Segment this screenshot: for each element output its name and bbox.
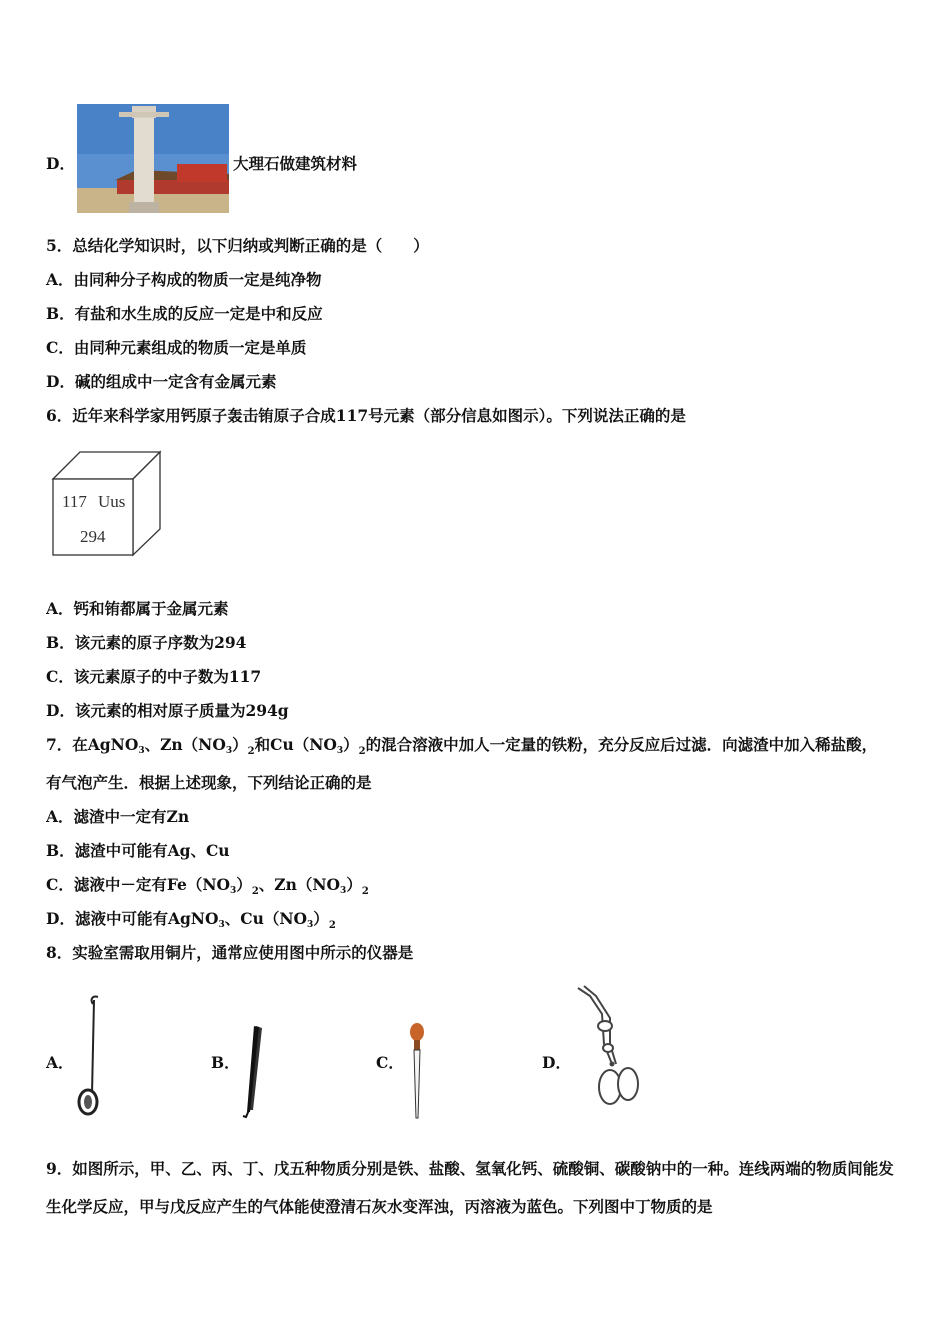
q8-option-d-label: D．	[542, 1053, 571, 1072]
q6-option-b: B．该元素的原子序数为294	[46, 633, 247, 652]
q4-option-d-label: D．	[46, 154, 75, 173]
q8-option-b-label: B．	[211, 1053, 240, 1072]
element-atomic-number: 117	[62, 492, 87, 511]
q6-option-a: A．钙和铕都属于金属元素	[46, 599, 229, 618]
q5-option-d: D．碱的组成中一定含有金属元素	[46, 372, 277, 391]
marble-pillar-image	[77, 104, 229, 213]
question-6-stem: 6．近年来科学家用钙原子轰击铕原子合成117号元素（部分信息如图示）。下列说法正确的是	[46, 406, 686, 425]
q5-option-b: B．有盐和水生成的反应一定是中和反应	[46, 304, 323, 323]
question-7-stem: 7．在AgNO$_3$、$Zn(NO_3)_2$和$Cu(NO_3)_2$的混合溶液中加人一定量的铁粉，充分反应后过滤．向滤渣中加入稀盐酸，	[46, 735, 878, 757]
element-symbol: Uus	[98, 492, 126, 511]
element-atomic-mass: 294	[80, 527, 106, 546]
q8-option-c-label: C．	[376, 1053, 404, 1072]
combustion-spoon-icon	[74, 994, 108, 1118]
q5-option-c: C．由同种元素组成的物质一定是单质	[46, 338, 307, 357]
q7-option-b: B．滤渣中可能有Ag、Cu	[46, 841, 230, 860]
question-8-stem: 8．实验室需取用铜片，通常应使用图中所示的仪器是	[46, 943, 414, 962]
question-7-stem-line-2: 有气泡产生．根据上述现象，下列结论正确的是	[46, 773, 372, 792]
element-cube-diagram	[50, 449, 164, 559]
q5-option-a: A．由同种分子构成的物质一定是纯净物	[46, 270, 322, 289]
q4-option-d-text: 大理石做建筑材料	[233, 154, 358, 173]
q7-option-a: A．滤渣中一定有Zn	[46, 807, 190, 826]
crucible-tongs-icon	[572, 984, 644, 1110]
q7-option-d: D．滤液中可能有AgNO$_3$、$Cu(NO_3)_2$	[46, 909, 336, 931]
q8-option-a-label: A．	[46, 1053, 74, 1072]
q6-option-c: C．该元素原子的中子数为117	[46, 667, 262, 686]
q6-option-d: D．该元素的相对原子质量为294g	[46, 701, 289, 720]
q7-option-c: C．滤液中－定有$Fe(NO_3)_2$、$Zn(NO_3)_2$	[46, 875, 369, 897]
question-9-stem-line-2: 生化学反应，甲与戊反应产生的气体能使澄清石灰水变浑浊，丙溶液为蓝色。下列图中丁物质的是	[46, 1197, 713, 1216]
dropper-icon	[405, 1022, 429, 1122]
tweezers-icon	[240, 1024, 266, 1120]
question-5-stem: 5．总结化学知识时，以下归纳或判断正确的是（ ）	[46, 236, 429, 255]
question-9-stem: 9．如图所示，甲、乙、丙、丁、戊五种物质分别是铁、盐酸、氢氧化钙、硫酸铜、碳酸钠中的一种。连线两端的物质间能发	[46, 1159, 894, 1178]
